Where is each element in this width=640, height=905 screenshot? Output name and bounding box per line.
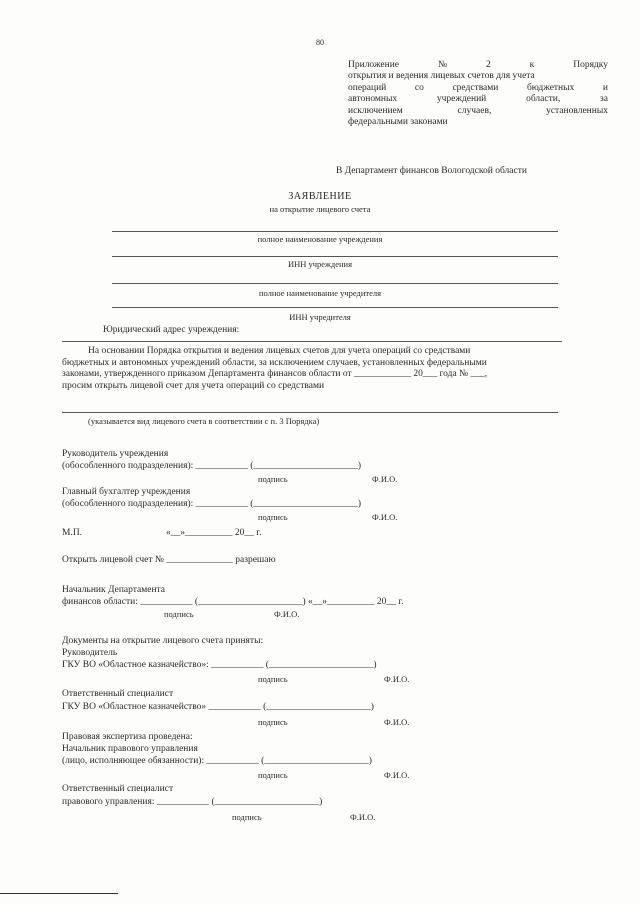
legal-spec-caption-signature: подпись [232, 812, 262, 822]
paragraph-line: просим открыть лицевой счет для учета операций со средствами [62, 381, 325, 392]
legal-spec-signature-line: правового управления: ___________ (______________________) [62, 797, 323, 807]
blank-line [62, 341, 562, 342]
dept-head-signature-line: финансов области: ___________ (______________________) «__»__________ 20__ г. [62, 597, 404, 607]
accountant-caption-fio: Ф.И.О. [372, 512, 398, 522]
appendix-line-6 [348, 117, 608, 128]
page-number: 80 [316, 38, 324, 47]
appendix-word: Порядку [573, 60, 608, 70]
addressee: В Департамент финансов Вологодской области [336, 166, 527, 176]
field-caption-founder-name: полное наименование учредителя [258, 288, 382, 298]
accountant-title: Главный бухгалтер учреждения [62, 487, 191, 497]
appendix-word: № [437, 60, 448, 70]
treasury-spec-caption-fio: Ф.И.О. [384, 717, 410, 727]
paragraph-line: На основании Порядка открытия и ведения лицевых счетов для учета операций со средствами [88, 346, 471, 356]
field-caption-inst-inn: ИНН учреждения [287, 259, 353, 269]
appendix-line-2 [348, 71, 608, 82]
treasury-head-caption-signature: подпись [258, 674, 288, 684]
accountant-signature-line: (обособленного подразделения): ___________ (______________________) [62, 499, 362, 509]
treasury-spec-signature-line: ГКУ ВО «Областное казначейство» ___________ (______________________) [62, 702, 374, 712]
blank-line [112, 283, 558, 284]
blank-line [112, 256, 558, 257]
appendix-word: к [529, 60, 535, 70]
head-signature-line: (обособленного подразделения): ___________ (______________________) [62, 461, 362, 471]
legal-expertise-label: Правовая экспертиза проведена: [62, 732, 193, 742]
treasury-spec-caption-signature: подпись [258, 717, 288, 727]
legal-head-signature-line: (лицо, исполняющее обязанности): ___________ (______________________) [62, 756, 372, 766]
stamp-place: М.П. [62, 528, 83, 538]
blank-line [112, 231, 558, 232]
appendix-text: открытия и ведения лицевых счетов для учета [348, 71, 535, 82]
document-subtitle: на открытие лицевого счета [269, 204, 371, 214]
appendix-header [348, 60, 608, 128]
legal-head-caption-fio: Ф.И.О. [384, 770, 410, 780]
appendix-word: 2 [485, 60, 491, 70]
documents-accepted: Документы на открытие лицевого счета приняты: [62, 636, 264, 646]
treasury-head-caption-fio: Ф.И.О. [384, 674, 410, 684]
dept-head-caption-signature: подпись [164, 609, 194, 619]
head-title: Руководитель учреждения [62, 449, 169, 459]
paragraph-line: законами, утвержденного приказом Департамента финансов области от ____________ 20___ года № ___, [62, 369, 488, 380]
blank-line [112, 307, 558, 308]
appendix-word: средствами [452, 82, 499, 93]
footnote-separator [0, 893, 118, 894]
appendix-word: учреждений [436, 94, 487, 105]
appendix-word: за [599, 94, 608, 105]
appendix-word: и [602, 82, 608, 93]
treasury-head-title: Руководитель [62, 648, 118, 658]
legal-spec-caption-fio: Ф.И.О. [350, 812, 376, 822]
appendix-word: установленных [546, 105, 608, 116]
account-type-note: (указывается вид лицевого счета в соответствии с п. 3 Порядка) [88, 416, 320, 426]
treasury-spec-title: Ответственный специалист [62, 689, 174, 699]
dept-head-caption-fio: Ф.И.О. [274, 609, 300, 619]
legal-spec-title: Ответственный специалист [62, 784, 174, 794]
dept-head-title: Начальник Департамента [62, 585, 166, 595]
legal-address-label: Юридический адрес учреждения: [103, 325, 240, 335]
appendix-line-1 [348, 60, 608, 71]
appendix-word: операций [348, 82, 387, 93]
appendix-text: федеральными законами [348, 116, 448, 127]
field-caption-founder-inn: ИНН учредителя [289, 312, 351, 322]
legal-head-caption-signature: подпись [258, 770, 288, 780]
legal-head-title: Начальник правового управления [62, 744, 198, 754]
appendix-line-3 [348, 83, 608, 94]
treasury-head-signature-line: ГКУ ВО «Областное казначейство»: ___________ (______________________) [62, 660, 377, 670]
paragraph-line: бюджетных и автономных учреждений области, за исключением случаев, установленных федеральными [62, 357, 487, 368]
appendix-word: области, [526, 94, 561, 105]
field-caption-inst-name: полное наименование учреждения [257, 234, 383, 244]
document-title: ЗАЯВЛЕНИЕ [288, 191, 352, 202]
open-account-permission: Открыть лицевой счет № ______________ разрешаю [62, 555, 276, 565]
appendix-word: автономных [348, 94, 398, 105]
appendix-word: со [414, 82, 424, 93]
appendix-line-5 [348, 106, 608, 117]
blank-line [62, 412, 558, 413]
appendix-line-4 [348, 94, 608, 105]
request-paragraph [62, 346, 610, 393]
head-caption-signature: подпись [258, 474, 288, 484]
appendix-word: бюджетных [526, 82, 575, 93]
appendix-word: Приложение [348, 60, 399, 70]
appendix-word: случаев, [457, 105, 492, 116]
accountant-caption-signature: подпись [258, 512, 288, 522]
appendix-word: исключением [348, 105, 403, 116]
stamp-date: «__»__________ 20__ г. [166, 528, 262, 538]
head-caption-fio: Ф.И.О. [372, 474, 398, 484]
